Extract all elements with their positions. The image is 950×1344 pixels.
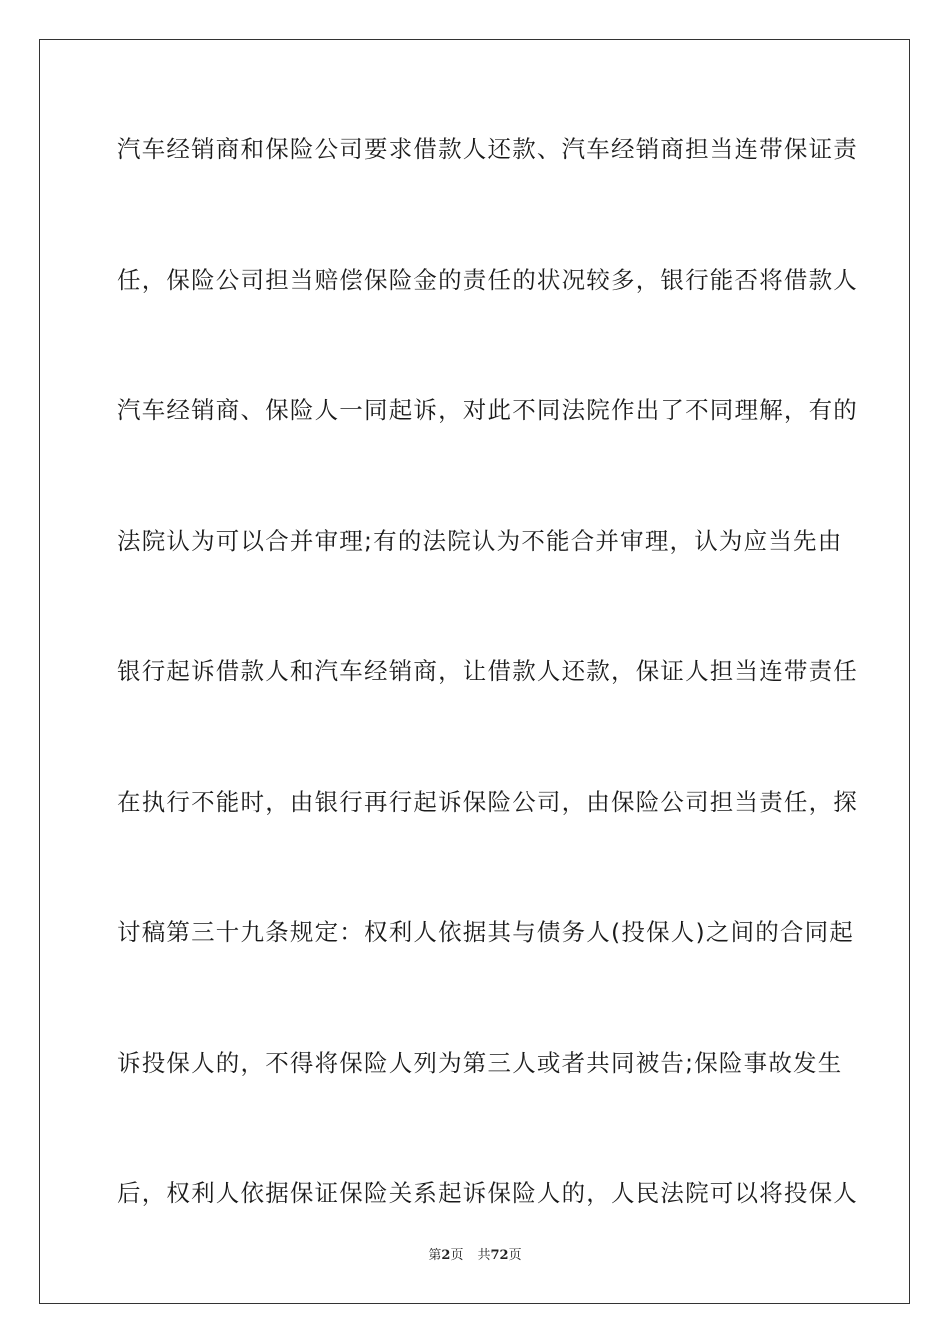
text-line-8: 诉投保人的，不得将保险人列为第三人或者共同被告;保险事故发生 [117,1048,843,1077]
page-prefix: 第 [428,1248,442,1263]
text-line-1: 汽车经销商和保险公司要求借款人还款、汽车经销商担当连带保证责 [117,135,858,163]
text-line-9: 后，权利人依据保证保险关系起诉保险人的，人民法院可以将投保人 [117,1179,858,1207]
text-line-7: 讨稿第三十九条规定：权利人依据其与债务人(投保人)之间的合同起 [117,918,855,946]
total-prefix: 共 [477,1248,491,1263]
text-line-2: 任，保险公司担当赔偿保险金的责任的状况较多，银行能否将借款人 [117,265,858,294]
page-footer [0,1246,950,1266]
text-line-3: 汽车经销商、保险人一同起诉，对此不同法院作出了不同理解，有的 [117,396,858,424]
text-line-6: 在执行不能时，由银行再行起诉保险公司，由保险公司担当责任，探 [117,787,858,816]
total-page-count: 72 [490,1248,509,1263]
current-page-number: 2 [441,1248,451,1263]
text-line-4: 法院认为可以合并审理;有的法院认为不能合并审理，认为应当先由 [117,526,843,555]
document-body [117,128,858,1303]
text-line-5: 银行起诉借款人和汽车经销商，让借款人还款，保证人担当连带责任 [117,657,858,685]
page-suffix: 页 [450,1248,464,1263]
total-suffix: 页 [508,1248,522,1263]
